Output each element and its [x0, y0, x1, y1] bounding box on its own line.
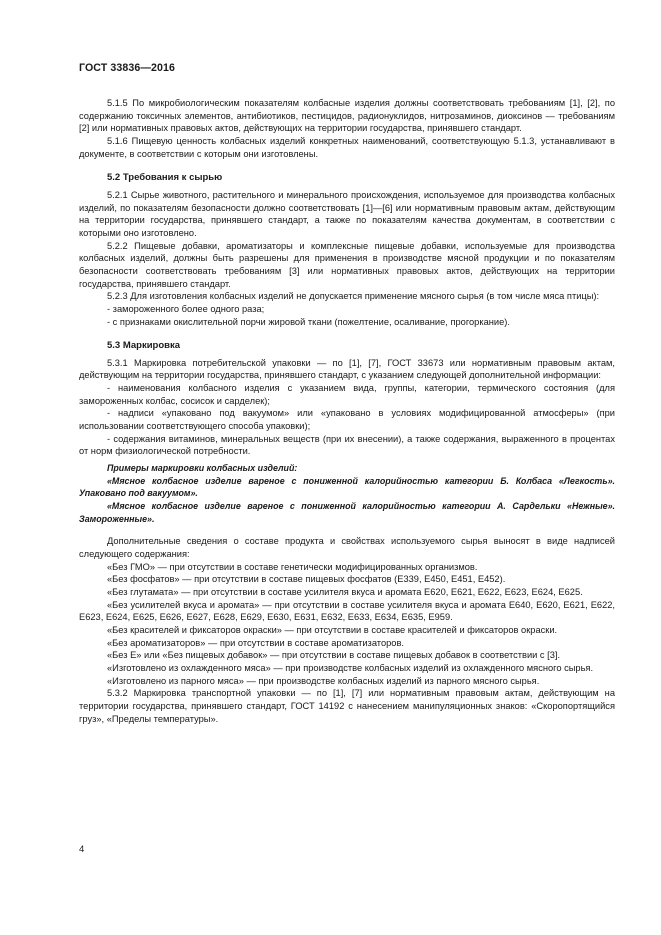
paragraph-5-1-6: 5.1.6 Пищевую ценность колбасных изделий конкретных наименований, соответствующую 5.1.3, устанавливают в документе, в соответствии с которым они изготовлены. — [79, 135, 615, 159]
label-item: «Без ГМО» — при отсутствии в составе генетически модифицированных организмов. — [107, 561, 478, 572]
additional-info-intro: Дополнительные сведения о составе продукта и свойствах используемого сырья выносят в виде надписей следующего содержания: — [79, 536, 615, 559]
section-heading-5-2: 5.2 Требования к сырью — [107, 172, 223, 184]
examples-title: Примеры маркировки колбасных изделий: — [107, 463, 298, 474]
label-item: «Без Е» или «Без пищевых добавок» — при отсутствии в составе пищевых добавок в соответствии с [3]. — [107, 650, 561, 661]
label-item: «Без красителей и фиксаторов окраски» — при отсутствии в составе красителей и фиксаторов окраски. — [107, 624, 558, 635]
paragraph-5-3-2: 5.3.2 Маркировка транспортной упаковки — по [1], [7] или нормативным правовым актам, действующим на территории государства, принявшего стандарт, ГОСТ 14192 с нанесением манипуляционных знаков: «Скоропортящийся груз», «Пределы температуры». — [79, 688, 615, 724]
list-item: - наименования колбасного изделия с указанием вида, группы, категории, термического состояния (для замороженных колбас, сосисок и сарделек); — [79, 383, 615, 406]
page-header-doc-id: ГОСТ 33836—2016 — [79, 62, 176, 74]
label-item: «Изготовлено из охлажденного мяса» — при производстве колбасных изделий из охлажденного мясного сырья. — [107, 662, 594, 673]
list-item: - содержания витаминов, минеральных веществ (при их внесении), а также содержания, выраженного в процентах от норм физиологической потребности. — [79, 433, 615, 457]
list-item: - с признаками окислительной порчи жировой ткани (пожелтение, осаливание, прогоркание). — [107, 316, 510, 327]
section-heading-5-3: 5.3 Маркировка — [107, 340, 181, 352]
label-item: «Без глутамата» — при отсутствии в составе усилителя вкуса и аромата Е620, Е621, Е622, Е623, Е624, Е625. — [107, 586, 583, 597]
page-body — [79, 97, 615, 725]
page-number: 4 — [79, 844, 85, 855]
example-item: «Мясное колбасное изделие вареное с пониженной калорийностью категории А. Сардельки «Нежные». Замороженные». — [79, 501, 615, 524]
example-item: «Мясное колбасное изделие вареное с пониженной калорийностью категории Б. Колбаса «Легкость». Упаковано под вакуумом». — [79, 475, 615, 499]
label-item: «Без усилителей вкуса и аромата» — при отсутствии в составе усилителя вкуса и аромата Е640, Е620, Е621, Е622, Е623, Е624, Е625, Е626, Е627, Е628, Е629, Е630, Е631, Е632, Е633, Е634, Е635, Е959. — [79, 599, 615, 623]
list-item: - надписи «упаковано под вакуумом» или «упаковано в условиях модифицированной атмосферы» (при использовании соответствующего способа упаковки); — [79, 408, 615, 432]
paragraph-5-1-5: 5.1.5 По микробиологическим показателям колбасные изделия должны соответствовать требованиям [1], [2], по содержанию токсичных элементов, антибиотиков, пестицидов, радионуклидов, нитрозаминов, диоксинов — требованиям [2] или нормативных правовых актов, действующих на территории государства, принявшего стандарт. — [79, 98, 615, 134]
label-item: «Без ароматизаторов» — при отсутствии в составе ароматизаторов. — [107, 637, 404, 648]
paragraph-5-2-1: 5.2.1 Сырье животного, растительного и минерального происхождения, используемое для производства колбасных изделий, по показателям безопасности должно соответствовать [1]—[6] или нормативным правовым актам, действующим на территории государства, принявшего стандарт, а также по показателям качества документам, в соответствии с которыми оно изготовлено. — [79, 189, 615, 238]
paragraph-5-3-1: 5.3.1 Маркировка потребительской упаковки — по [1], [7], ГОСТ 33673 или нормативным правовым актам, действующим на территории государства, принявшего стандарт, с указанием следующей дополнительной информации: — [79, 357, 615, 381]
label-item: «Изготовлено из парного мяса» — при производстве колбасных изделий из парного мясного сырья. — [107, 675, 540, 686]
label-item: «Без фосфатов» — при отсутствии в составе пищевых фосфатов (Е339, Е450, Е451, Е452). — [107, 574, 506, 585]
list-item: - замороженного более одного раза; — [107, 303, 265, 314]
paragraph-5-2-3: 5.2.3 Для изготовления колбасных изделий не допускается применение мясного сырья (в том числе мяса птицы): — [107, 291, 600, 302]
paragraph-5-2-2: 5.2.2 Пищевые добавки, ароматизаторы и комплексные пищевые добавки, используемые для производства колбасных изделий, должны быть разрешены для применения в производстве мясной продукции и по показателям безопасности соответствовать требованиям [3] или нормативных правовых актов, действующих на территории государства, принявшего стандарт. — [79, 240, 615, 289]
